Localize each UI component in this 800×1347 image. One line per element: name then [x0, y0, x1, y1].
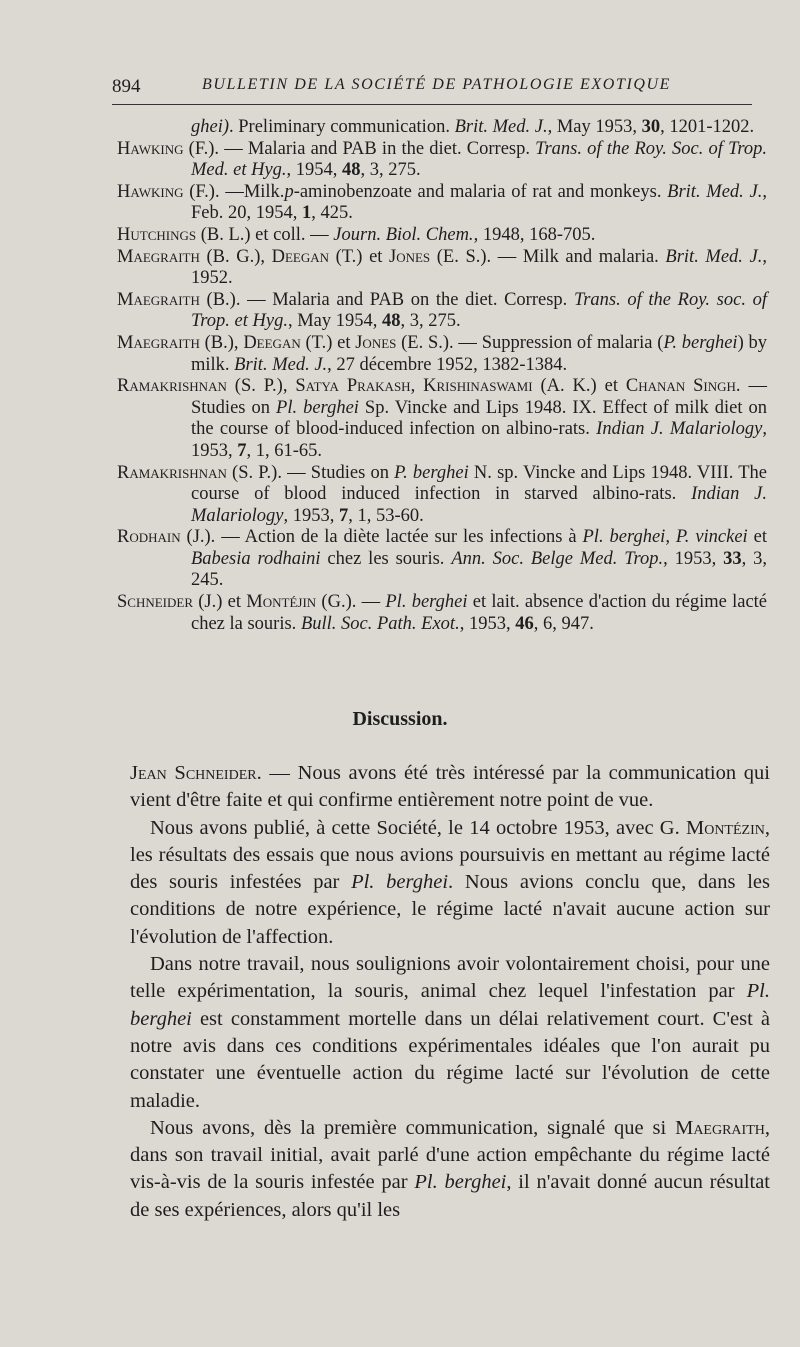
text-run: , May 1953,	[547, 117, 642, 137]
reference-entry	[117, 225, 767, 247]
author-name: Rodhain	[117, 527, 181, 548]
author-name: Montézin	[685, 816, 765, 839]
author-name: Hawking	[117, 138, 184, 159]
section-title: Discussion.	[352, 708, 448, 730]
text-run: . Preliminary communication.	[229, 117, 455, 137]
header-rule	[112, 104, 752, 105]
volume-number: 46	[515, 613, 534, 634]
reference-entry	[117, 592, 767, 635]
volume-number: 7	[237, 440, 247, 461]
italic-text: Ann. Soc. Belge Med. Trop.	[451, 548, 664, 569]
reference-entry	[117, 139, 767, 182]
text-run: Nous avons publié, à cette Société, le 14 octobre 1953, avec G.	[150, 816, 686, 839]
italic-text: Pl. berghei	[130, 980, 770, 1030]
author-name: Hutchings	[117, 224, 197, 245]
text-run: (T.) et	[300, 332, 356, 353]
discussion-paragraph	[130, 951, 770, 1115]
volume-number: 48	[382, 311, 401, 332]
discussion-paragraph	[130, 760, 770, 815]
discussion-body	[130, 760, 770, 1224]
italic-text: P. berghei	[394, 462, 469, 483]
italic-text: Trans. of the Roy. Soc. of Trop. Med. et Hyg.	[191, 138, 767, 181]
reference-entry	[117, 182, 767, 225]
italic-text: Pl. berghei	[385, 592, 468, 613]
author-name: Jones	[389, 246, 431, 267]
text-run: . Nous avions conclu que, dans les conditions de notre expérience, le régime lacté n'avait aucune action sur l'évolution de l'affection.	[130, 871, 771, 948]
text-run: N. sp. Vincke and Lips 1948. VIII. The course of blood induced infection in starved albino-rats.	[191, 462, 768, 505]
text-run: , 6, 947.	[533, 613, 594, 634]
text-run: , Feb. 20, 1954,	[191, 181, 767, 224]
italic-text: Bull. Soc. Path. Exot.	[300, 613, 460, 634]
italic-text: Pl. berghei	[414, 1171, 507, 1194]
author-name: Jean Schneider.	[130, 762, 262, 784]
italic-text: Indian J. Malariology	[596, 419, 763, 440]
author-name: Chanan Singh	[625, 376, 736, 397]
text-run: (B.),	[199, 332, 244, 353]
italic-text: Brit. Med. J.	[667, 181, 763, 202]
text-run: , 1953,	[459, 613, 516, 634]
text-run: , 425.	[311, 203, 353, 224]
page-header	[112, 76, 752, 100]
page-number: 894	[112, 76, 141, 97]
italic-text: P. berghei	[663, 332, 738, 353]
reference-entry	[117, 527, 767, 592]
text-run: , dans son travail initial, avait parlé d'une action empêchante du régime lacté vis-à-vis de la souris infestée par	[130, 1116, 770, 1194]
text-run: , 1948, 168-705.	[473, 224, 596, 245]
text-run: , 1953,	[283, 505, 339, 526]
italic-text: Indian J. Malariology	[191, 484, 767, 526]
text-run: (A. K.) et	[532, 376, 626, 397]
volume-number: 30	[641, 117, 661, 137]
text-run: (S. P.). — Studies on	[226, 462, 395, 483]
author-name: Maegraith	[117, 289, 200, 310]
italic-text: Journ. Biol. Chem.	[333, 224, 474, 245]
italic-text: Pl. berghei	[276, 397, 359, 418]
text-run: , 27 décembre 1952, 1382-1384.	[327, 354, 568, 375]
text-run: , il n'avait donné aucun résultat de ses expériences, alors qu'il les	[130, 1171, 771, 1221]
text-run: (B. L.) et coll. —	[196, 224, 334, 245]
text-run: (F.). — Malaria and PAB in the diet. Corresp.	[183, 138, 536, 159]
text-run: (F.). —Milk.	[183, 181, 285, 202]
italic-text: Pl. berghei	[351, 871, 449, 894]
author-name: Krishinaswami	[423, 376, 533, 397]
text-run: , 3, 275.	[360, 160, 421, 181]
text-run: -aminobenzoate and malaria of rat and monkeys.	[293, 181, 668, 202]
text-run: (T.) et	[329, 246, 390, 267]
text-run: (B.). — Malaria and PAB on the diet. Corresp.	[199, 289, 574, 310]
reference-list	[117, 117, 767, 635]
italic-text: Pl. berghei, P. vinckei	[582, 527, 748, 548]
author-name: Maegraith	[675, 1116, 765, 1139]
text-run: , 1953,	[191, 419, 767, 461]
discussion-paragraph	[130, 1115, 770, 1224]
italic-text: ghei)	[191, 117, 230, 137]
text-run: Nous avons, dès la première communication, signalé que si	[150, 1116, 676, 1139]
text-run: . — Studies on	[191, 376, 767, 418]
text-run: , May 1954,	[287, 311, 383, 332]
text-run: , 1952.	[191, 246, 767, 289]
author-name: Satya Prakash	[295, 376, 411, 397]
italic-text: Brit. Med. J.	[454, 117, 548, 137]
text-run: , 1953,	[663, 548, 724, 569]
author-name: Jones	[355, 332, 397, 353]
volume-number: 1	[302, 203, 312, 224]
author-name: Deegan	[243, 332, 301, 353]
text-run: (E. S.). — Milk and malaria.	[430, 246, 666, 267]
text-run: , 1954,	[286, 160, 343, 181]
text-run: ) by milk.	[191, 332, 767, 375]
reference-entry	[117, 376, 767, 462]
text-run: (J.) et	[193, 592, 247, 613]
author-name: Hawking	[117, 181, 184, 202]
italic-text: p	[284, 181, 294, 202]
author-name: Deegan	[271, 246, 329, 267]
text-run: et lait. absence d'action du régime lacté chez la souris.	[191, 592, 768, 634]
reference-entry	[117, 463, 767, 528]
reference-entry	[117, 290, 767, 333]
volume-number: 33	[723, 548, 742, 569]
text-run: et	[747, 527, 767, 548]
text-run: , 1, 53-60.	[348, 505, 424, 526]
text-run: est constamment mortelle dans un délai relativement court. C'est à notre avis dans ces conditions expérimentales idéales que l'on aurait pu constater une éventuelle action du régime lacté sur l'évolution de cette maladie.	[130, 1007, 770, 1112]
author-name: Montéjin	[246, 592, 317, 613]
italic-text: Brit. Med. J.	[234, 354, 328, 375]
author-name: Maegraith	[117, 332, 200, 353]
text-run: , les résultats des essais que nous avions poursuivis en mettant au régime lacté des souris infestées par	[130, 816, 770, 894]
author-name: Maegraith	[117, 246, 200, 267]
text-run: ,	[410, 376, 424, 397]
italic-text: Trans. of the Roy. soc. of Trop. et Hyg.	[191, 289, 767, 332]
volume-number: 48	[342, 160, 361, 181]
text-run: , 3, 275.	[400, 311, 461, 332]
text-run: (E. S.). — Suppression of malaria (	[396, 332, 664, 353]
text-run: (S. P.),	[226, 376, 296, 397]
reference-entry	[117, 247, 767, 290]
text-run: (J.). — Action de la diète lactée sur les infections à	[180, 527, 583, 548]
italic-text: Brit. Med. J.	[665, 246, 763, 267]
author-name: Ramakrishnan	[117, 462, 227, 483]
text-run: Dans notre travail, nous soulignions avoir volontairement choisi, pour une telle expérimentation, la souris, animal chez lequel l'infestation par	[130, 953, 770, 1003]
author-name: Ramakrishnan	[117, 376, 227, 397]
author-name: Schneider	[117, 592, 194, 613]
italic-text: Babesia rodhaini	[191, 548, 321, 569]
text-run: , 1201-1202.	[660, 117, 755, 137]
reference-entry	[117, 333, 767, 376]
discussion-paragraph	[130, 815, 770, 951]
text-run: chez les souris.	[320, 548, 452, 569]
reference-entry	[117, 117, 767, 139]
text-run: (B. G.),	[199, 246, 272, 267]
text-run: (G.). —	[316, 592, 386, 613]
volume-number: 7	[339, 505, 349, 526]
text-run: — Nous avons été très intéressé par la communication qui vient d'être faite et qui confirme entièrement notre point de vue.	[130, 762, 770, 812]
text-run: , 1, 61-65.	[246, 440, 323, 461]
text-run: Sp. Vincke and Lips 1948. IX. Effect of milk diet on the course of blood-induced infection on albino-rats.	[191, 397, 768, 440]
text-run: , 3, 245.	[191, 548, 768, 591]
running-title: BULLETIN DE LA SOCIÉTÉ DE PATHOLOGIE EXOTIQUE	[202, 76, 672, 93]
